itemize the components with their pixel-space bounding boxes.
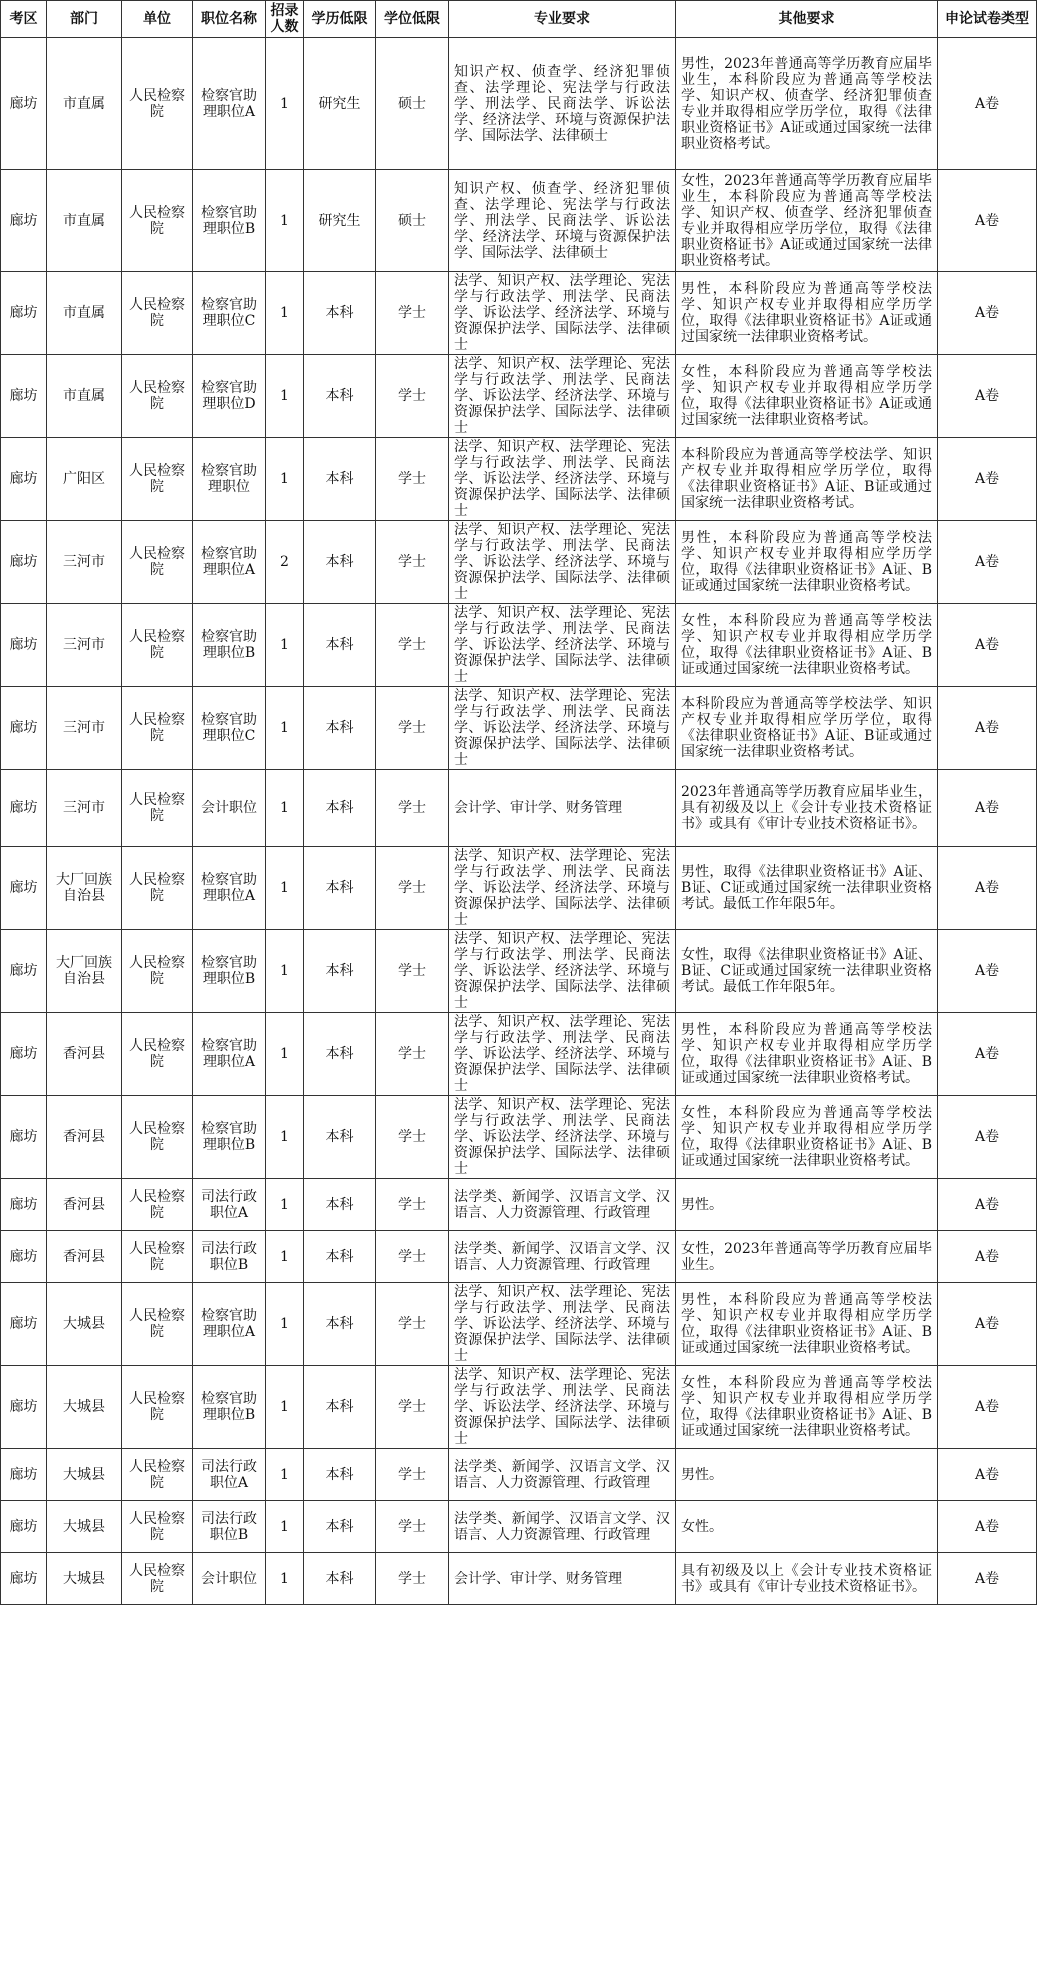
cell-unit: 人民检察院: [122, 1283, 193, 1366]
cell-unit: 人民检察院: [122, 687, 193, 770]
cell-position-name: 检察官助理职位: [193, 438, 266, 521]
cell-essay-paper-type: A卷: [938, 1231, 1037, 1283]
cell-essay-paper-type: A卷: [938, 1553, 1037, 1605]
cell-other-requirements: 女性，本科阶段应为普通高等学校法学、知识产权专业并取得相应学历学位，取得《法律职业资格证书》A证、B证或通过国家统一法律职业资格考试。: [676, 1366, 938, 1449]
cell-unit: 人民检察院: [122, 438, 193, 521]
cell-department: 市直属: [47, 272, 122, 355]
cell-unit: 人民检察院: [122, 770, 193, 847]
cell-other-requirements: 女性，取得《法律职业资格证书》A证、B证、C证或通过国家统一法律职业资格考试。最低工作年限5年。: [676, 930, 938, 1013]
table-row: [1, 38, 1037, 170]
cell-major-requirements: 法学类、新闻学、汉语言文学、汉语言、人力资源管理、行政管理: [449, 1501, 676, 1553]
cell-major-requirements: 知识产权、侦查学、经济犯罪侦查、法学理论、宪法学与行政法学、刑法学、民商法学、诉讼法学、经济法学、环境与资源保护法学、国际法学、法律硕士: [449, 38, 676, 170]
cell-exam-area: 廊坊: [1, 1096, 47, 1179]
table-row: [1, 521, 1037, 604]
header-major-requirements: 专业要求: [449, 1, 676, 38]
cell-education-min: 本科: [304, 1553, 376, 1605]
cell-other-requirements: 男性，本科阶段应为普通高等学校法学、知识产权专业并取得相应学历学位，取得《法律职业资格证书》A证或通过国家统一法律职业资格考试。: [676, 272, 938, 355]
cell-unit: 人民检察院: [122, 1231, 193, 1283]
cell-essay-paper-type: A卷: [938, 272, 1037, 355]
cell-degree-min: 学士: [376, 521, 449, 604]
cell-exam-area: 廊坊: [1, 1283, 47, 1366]
cell-department: 大城县: [47, 1501, 122, 1553]
cell-department: 市直属: [47, 355, 122, 438]
header-exam-area: 考区: [1, 1, 47, 38]
cell-major-requirements: 法学、知识产权、法学理论、宪法学与行政法学、刑法学、民商法学、诉讼法学、经济法学、环境与资源保护法学、国际法学、法律硕士: [449, 847, 676, 930]
cell-department: 香河县: [47, 1231, 122, 1283]
cell-department: 香河县: [47, 1179, 122, 1231]
table-row: [1, 272, 1037, 355]
cell-other-requirements: 男性，2023年普通高等学历教育应届毕业生，本科阶段应为普通高等学校法学、知识产权、侦查学、经济犯罪侦查专业并取得相应学历学位，取得《法律职业资格证书》A证或通过国家统一法律职业资格考试。: [676, 38, 938, 170]
cell-education-min: 研究生: [304, 38, 376, 170]
cell-unit: 人民检察院: [122, 1179, 193, 1231]
cell-major-requirements: 法学类、新闻学、汉语言文学、汉语言、人力资源管理、行政管理: [449, 1231, 676, 1283]
cell-department: 大城县: [47, 1366, 122, 1449]
table-row: [1, 687, 1037, 770]
cell-major-requirements: 法学类、新闻学、汉语言文学、汉语言、人力资源管理、行政管理: [449, 1179, 676, 1231]
cell-education-min: 本科: [304, 438, 376, 521]
cell-exam-area: 廊坊: [1, 438, 47, 521]
cell-unit: 人民检察院: [122, 38, 193, 170]
cell-education-min: 本科: [304, 272, 376, 355]
cell-position-name: 检察官助理职位A: [193, 847, 266, 930]
cell-essay-paper-type: A卷: [938, 355, 1037, 438]
cell-exam-area: 廊坊: [1, 687, 47, 770]
cell-department: 市直属: [47, 170, 122, 272]
cell-major-requirements: 法学、知识产权、法学理论、宪法学与行政法学、刑法学、民商法学、诉讼法学、经济法学、环境与资源保护法学、国际法学、法律硕士: [449, 1366, 676, 1449]
cell-essay-paper-type: A卷: [938, 1013, 1037, 1096]
cell-position-name: 检察官助理职位B: [193, 604, 266, 687]
cell-major-requirements: 法学类、新闻学、汉语言文学、汉语言、人力资源管理、行政管理: [449, 1449, 676, 1501]
cell-other-requirements: 男性，取得《法律职业资格证书》A证、B证、C证或通过国家统一法律职业资格考试。最低工作年限5年。: [676, 847, 938, 930]
cell-recruit-count: 1: [266, 1283, 304, 1366]
cell-essay-paper-type: A卷: [938, 847, 1037, 930]
cell-degree-min: 学士: [376, 272, 449, 355]
cell-other-requirements: 本科阶段应为普通高等学校法学、知识产权专业并取得相应学历学位，取得《法律职业资格证书》A证、B证或通过国家统一法律职业资格考试。: [676, 687, 938, 770]
cell-position-name: 检察官助理职位A: [193, 521, 266, 604]
cell-degree-min: 学士: [376, 1449, 449, 1501]
cell-position-name: 检察官助理职位B: [193, 170, 266, 272]
table-row: [1, 1179, 1037, 1231]
cell-recruit-count: 2: [266, 521, 304, 604]
cell-essay-paper-type: A卷: [938, 38, 1037, 170]
table-row: [1, 170, 1037, 272]
table-row: [1, 1553, 1037, 1605]
cell-essay-paper-type: A卷: [938, 521, 1037, 604]
cell-recruit-count: 1: [266, 1179, 304, 1231]
cell-recruit-count: 1: [266, 1501, 304, 1553]
cell-recruit-count: 1: [266, 847, 304, 930]
cell-education-min: 本科: [304, 604, 376, 687]
cell-degree-min: 学士: [376, 770, 449, 847]
cell-essay-paper-type: A卷: [938, 170, 1037, 272]
cell-other-requirements: 男性。: [676, 1449, 938, 1501]
cell-department: 香河县: [47, 1013, 122, 1096]
cell-exam-area: 廊坊: [1, 38, 47, 170]
cell-degree-min: 学士: [376, 1283, 449, 1366]
cell-exam-area: 廊坊: [1, 1231, 47, 1283]
cell-degree-min: 学士: [376, 355, 449, 438]
cell-degree-min: 硕士: [376, 38, 449, 170]
cell-position-name: 司法行政职位A: [193, 1449, 266, 1501]
cell-degree-min: 学士: [376, 438, 449, 521]
cell-exam-area: 廊坊: [1, 1366, 47, 1449]
cell-unit: 人民检察院: [122, 930, 193, 1013]
cell-exam-area: 廊坊: [1, 272, 47, 355]
cell-position-name: 检察官助理职位C: [193, 687, 266, 770]
cell-unit: 人民检察院: [122, 1501, 193, 1553]
cell-other-requirements: 女性，2023年普通高等学历教育应届毕业生。: [676, 1231, 938, 1283]
cell-education-min: 本科: [304, 1013, 376, 1096]
cell-education-min: 本科: [304, 1231, 376, 1283]
cell-essay-paper-type: A卷: [938, 1449, 1037, 1501]
header-other-requirements: 其他要求: [676, 1, 938, 38]
cell-department: 大厂回族自治县: [47, 930, 122, 1013]
cell-degree-min: 学士: [376, 847, 449, 930]
header-degree-min: 学位低限: [376, 1, 449, 38]
cell-major-requirements: 法学、知识产权、法学理论、宪法学与行政法学、刑法学、民商法学、诉讼法学、经济法学、环境与资源保护法学、国际法学、法律硕士: [449, 272, 676, 355]
cell-department: 市直属: [47, 38, 122, 170]
cell-exam-area: 廊坊: [1, 1013, 47, 1096]
cell-exam-area: 廊坊: [1, 930, 47, 1013]
cell-position-name: 检察官助理职位B: [193, 1096, 266, 1179]
cell-degree-min: 学士: [376, 1501, 449, 1553]
cell-exam-area: 廊坊: [1, 1501, 47, 1553]
cell-recruit-count: 1: [266, 355, 304, 438]
cell-department: 广阳区: [47, 438, 122, 521]
cell-recruit-count: 1: [266, 1553, 304, 1605]
cell-essay-paper-type: A卷: [938, 1366, 1037, 1449]
cell-position-name: 检察官助理职位C: [193, 272, 266, 355]
table-row: [1, 847, 1037, 930]
cell-recruit-count: 1: [266, 38, 304, 170]
cell-education-min: 本科: [304, 1366, 376, 1449]
cell-unit: 人民检察院: [122, 1013, 193, 1096]
cell-education-min: 本科: [304, 770, 376, 847]
cell-recruit-count: 1: [266, 1231, 304, 1283]
cell-essay-paper-type: A卷: [938, 770, 1037, 847]
cell-unit: 人民检察院: [122, 170, 193, 272]
cell-education-min: 本科: [304, 1449, 376, 1501]
header-position-name: 职位名称: [193, 1, 266, 38]
cell-other-requirements: 男性。: [676, 1179, 938, 1231]
cell-position-name: 检察官助理职位D: [193, 355, 266, 438]
cell-department: 大城县: [47, 1283, 122, 1366]
cell-degree-min: 硕士: [376, 170, 449, 272]
cell-education-min: 研究生: [304, 170, 376, 272]
cell-unit: 人民检察院: [122, 604, 193, 687]
cell-position-name: 会计职位: [193, 770, 266, 847]
header-department: 部门: [47, 1, 122, 38]
cell-exam-area: 廊坊: [1, 604, 47, 687]
cell-exam-area: 廊坊: [1, 521, 47, 604]
cell-department: 大城县: [47, 1553, 122, 1605]
cell-unit: 人民检察院: [122, 1449, 193, 1501]
cell-other-requirements: 男性，本科阶段应为普通高等学校法学、知识产权专业并取得相应学历学位，取得《法律职业资格证书》A证、B证或通过国家统一法律职业资格考试。: [676, 521, 938, 604]
cell-recruit-count: 1: [266, 604, 304, 687]
cell-position-name: 检察官助理职位B: [193, 930, 266, 1013]
cell-unit: 人民检察院: [122, 1096, 193, 1179]
cell-education-min: 本科: [304, 1179, 376, 1231]
cell-major-requirements: 知识产权、侦查学、经济犯罪侦查、法学理论、宪法学与行政法学、刑法学、民商法学、诉讼法学、经济法学、环境与资源保护法学、国际法学、法律硕士: [449, 170, 676, 272]
table-row: [1, 1501, 1037, 1553]
cell-exam-area: 廊坊: [1, 170, 47, 272]
cell-education-min: 本科: [304, 1283, 376, 1366]
cell-major-requirements: 法学、知识产权、法学理论、宪法学与行政法学、刑法学、民商法学、诉讼法学、经济法学、环境与资源保护法学、国际法学、法律硕士: [449, 1283, 676, 1366]
cell-unit: 人民检察院: [122, 847, 193, 930]
cell-major-requirements: 法学、知识产权、法学理论、宪法学与行政法学、刑法学、民商法学、诉讼法学、经济法学、环境与资源保护法学、国际法学、法律硕士: [449, 521, 676, 604]
cell-major-requirements: 法学、知识产权、法学理论、宪法学与行政法学、刑法学、民商法学、诉讼法学、经济法学、环境与资源保护法学、国际法学、法律硕士: [449, 687, 676, 770]
cell-department: 三河市: [47, 604, 122, 687]
cell-position-name: 检察官助理职位A: [193, 1013, 266, 1096]
cell-unit: 人民检察院: [122, 355, 193, 438]
table-row: [1, 1283, 1037, 1366]
cell-education-min: 本科: [304, 687, 376, 770]
cell-degree-min: 学士: [376, 1179, 449, 1231]
cell-essay-paper-type: A卷: [938, 604, 1037, 687]
cell-other-requirements: 男性，本科阶段应为普通高等学校法学、知识产权专业并取得相应学历学位，取得《法律职业资格证书》A证、B证或通过国家统一法律职业资格考试。: [676, 1013, 938, 1096]
cell-recruit-count: 1: [266, 1096, 304, 1179]
cell-education-min: 本科: [304, 521, 376, 604]
cell-education-min: 本科: [304, 355, 376, 438]
cell-recruit-count: 1: [266, 438, 304, 521]
cell-major-requirements: 法学、知识产权、法学理论、宪法学与行政法学、刑法学、民商法学、诉讼法学、经济法学、环境与资源保护法学、国际法学、法律硕士: [449, 1013, 676, 1096]
header-recruit-count: 招录人数: [266, 1, 304, 38]
cell-other-requirements: 具有初级及以上《会计专业技术资格证书》或具有《审计专业技术资格证书》。: [676, 1553, 938, 1605]
cell-other-requirements: 男性，本科阶段应为普通高等学校法学、知识产权专业并取得相应学历学位，取得《法律职业资格证书》A证、B证或通过国家统一法律职业资格考试。: [676, 1283, 938, 1366]
cell-other-requirements: 2023年普通高等学历教育应届毕业生，具有初级及以上《会计专业技术资格证书》或具有《审计专业技术资格证书》。: [676, 770, 938, 847]
cell-essay-paper-type: A卷: [938, 1501, 1037, 1553]
header-unit: 单位: [122, 1, 193, 38]
cell-essay-paper-type: A卷: [938, 438, 1037, 521]
cell-education-min: 本科: [304, 1096, 376, 1179]
cell-education-min: 本科: [304, 1501, 376, 1553]
cell-department: 香河县: [47, 1096, 122, 1179]
cell-degree-min: 学士: [376, 1231, 449, 1283]
cell-exam-area: 廊坊: [1, 355, 47, 438]
cell-position-name: 检察官助理职位A: [193, 38, 266, 170]
cell-department: 三河市: [47, 687, 122, 770]
cell-unit: 人民检察院: [122, 1553, 193, 1605]
cell-recruit-count: 1: [266, 687, 304, 770]
cell-department: 三河市: [47, 521, 122, 604]
cell-other-requirements: 女性，2023年普通高等学历教育应届毕业生，本科阶段应为普通高等学校法学、知识产权、侦查学、经济犯罪侦查专业并取得相应学历学位，取得《法律职业资格证书》A证或通过国家统一法律职业资格考试。: [676, 170, 938, 272]
cell-unit: 人民检察院: [122, 521, 193, 604]
table-row: [1, 1096, 1037, 1179]
cell-exam-area: 廊坊: [1, 1179, 47, 1231]
cell-unit: 人民检察院: [122, 1366, 193, 1449]
cell-essay-paper-type: A卷: [938, 1096, 1037, 1179]
cell-other-requirements: 女性，本科阶段应为普通高等学校法学、知识产权专业并取得相应学历学位，取得《法律职业资格证书》A证或通过国家统一法律职业资格考试。: [676, 355, 938, 438]
cell-major-requirements: 会计学、审计学、财务管理: [449, 770, 676, 847]
cell-degree-min: 学士: [376, 930, 449, 1013]
cell-unit: 人民检察院: [122, 272, 193, 355]
cell-recruit-count: 1: [266, 770, 304, 847]
cell-other-requirements: 女性，本科阶段应为普通高等学校法学、知识产权专业并取得相应学历学位，取得《法律职业资格证书》A证、B证或通过国家统一法律职业资格考试。: [676, 604, 938, 687]
table-row: [1, 1366, 1037, 1449]
cell-exam-area: 廊坊: [1, 770, 47, 847]
cell-essay-paper-type: A卷: [938, 930, 1037, 1013]
header-row: [1, 1, 1037, 38]
table-row: [1, 770, 1037, 847]
cell-position-name: 检察官助理职位B: [193, 1366, 266, 1449]
cell-degree-min: 学士: [376, 604, 449, 687]
cell-degree-min: 学士: [376, 1366, 449, 1449]
cell-department: 大城县: [47, 1449, 122, 1501]
cell-position-name: 会计职位: [193, 1553, 266, 1605]
cell-degree-min: 学士: [376, 1013, 449, 1096]
cell-major-requirements: 会计学、审计学、财务管理: [449, 1553, 676, 1605]
cell-recruit-count: 1: [266, 170, 304, 272]
cell-exam-area: 廊坊: [1, 847, 47, 930]
header-education-min: 学历低限: [304, 1, 376, 38]
cell-education-min: 本科: [304, 847, 376, 930]
table-row: [1, 1449, 1037, 1501]
table-row: [1, 930, 1037, 1013]
cell-education-min: 本科: [304, 930, 376, 1013]
cell-department: 三河市: [47, 770, 122, 847]
cell-degree-min: 学士: [376, 687, 449, 770]
table-row: [1, 355, 1037, 438]
table-row: [1, 1013, 1037, 1096]
cell-major-requirements: 法学、知识产权、法学理论、宪法学与行政法学、刑法学、民商法学、诉讼法学、经济法学、环境与资源保护法学、国际法学、法律硕士: [449, 604, 676, 687]
cell-recruit-count: 1: [266, 930, 304, 1013]
cell-major-requirements: 法学、知识产权、法学理论、宪法学与行政法学、刑法学、民商法学、诉讼法学、经济法学、环境与资源保护法学、国际法学、法律硕士: [449, 1096, 676, 1179]
cell-recruit-count: 1: [266, 1449, 304, 1501]
cell-major-requirements: 法学、知识产权、法学理论、宪法学与行政法学、刑法学、民商法学、诉讼法学、经济法学、环境与资源保护法学、国际法学、法律硕士: [449, 438, 676, 521]
table-row: [1, 604, 1037, 687]
cell-position-name: 司法行政职位B: [193, 1231, 266, 1283]
cell-essay-paper-type: A卷: [938, 1283, 1037, 1366]
cell-major-requirements: 法学、知识产权、法学理论、宪法学与行政法学、刑法学、民商法学、诉讼法学、经济法学、环境与资源保护法学、国际法学、法律硕士: [449, 930, 676, 1013]
cell-recruit-count: 1: [266, 272, 304, 355]
cell-recruit-count: 1: [266, 1366, 304, 1449]
cell-position-name: 司法行政职位A: [193, 1179, 266, 1231]
cell-degree-min: 学士: [376, 1553, 449, 1605]
cell-essay-paper-type: A卷: [938, 1179, 1037, 1231]
cell-major-requirements: 法学、知识产权、法学理论、宪法学与行政法学、刑法学、民商法学、诉讼法学、经济法学、环境与资源保护法学、国际法学、法律硕士: [449, 355, 676, 438]
cell-essay-paper-type: A卷: [938, 687, 1037, 770]
cell-department: 大厂回族自治县: [47, 847, 122, 930]
cell-exam-area: 廊坊: [1, 1449, 47, 1501]
cell-degree-min: 学士: [376, 1096, 449, 1179]
table-row: [1, 438, 1037, 521]
cell-exam-area: 廊坊: [1, 1553, 47, 1605]
header-essay-paper-type: 申论试卷类型: [938, 1, 1037, 38]
cell-other-requirements: 女性。: [676, 1501, 938, 1553]
cell-other-requirements: 女性，本科阶段应为普通高等学校法学、知识产权专业并取得相应学历学位，取得《法律职业资格证书》A证、B证或通过国家统一法律职业资格考试。: [676, 1096, 938, 1179]
cell-recruit-count: 1: [266, 1013, 304, 1096]
cell-position-name: 检察官助理职位A: [193, 1283, 266, 1366]
cell-other-requirements: 本科阶段应为普通高等学校法学、知识产权专业并取得相应学历学位，取得《法律职业资格证书》A证、B证或通过国家统一法律职业资格考试。: [676, 438, 938, 521]
table-row: [1, 1231, 1037, 1283]
cell-position-name: 司法行政职位B: [193, 1501, 266, 1553]
